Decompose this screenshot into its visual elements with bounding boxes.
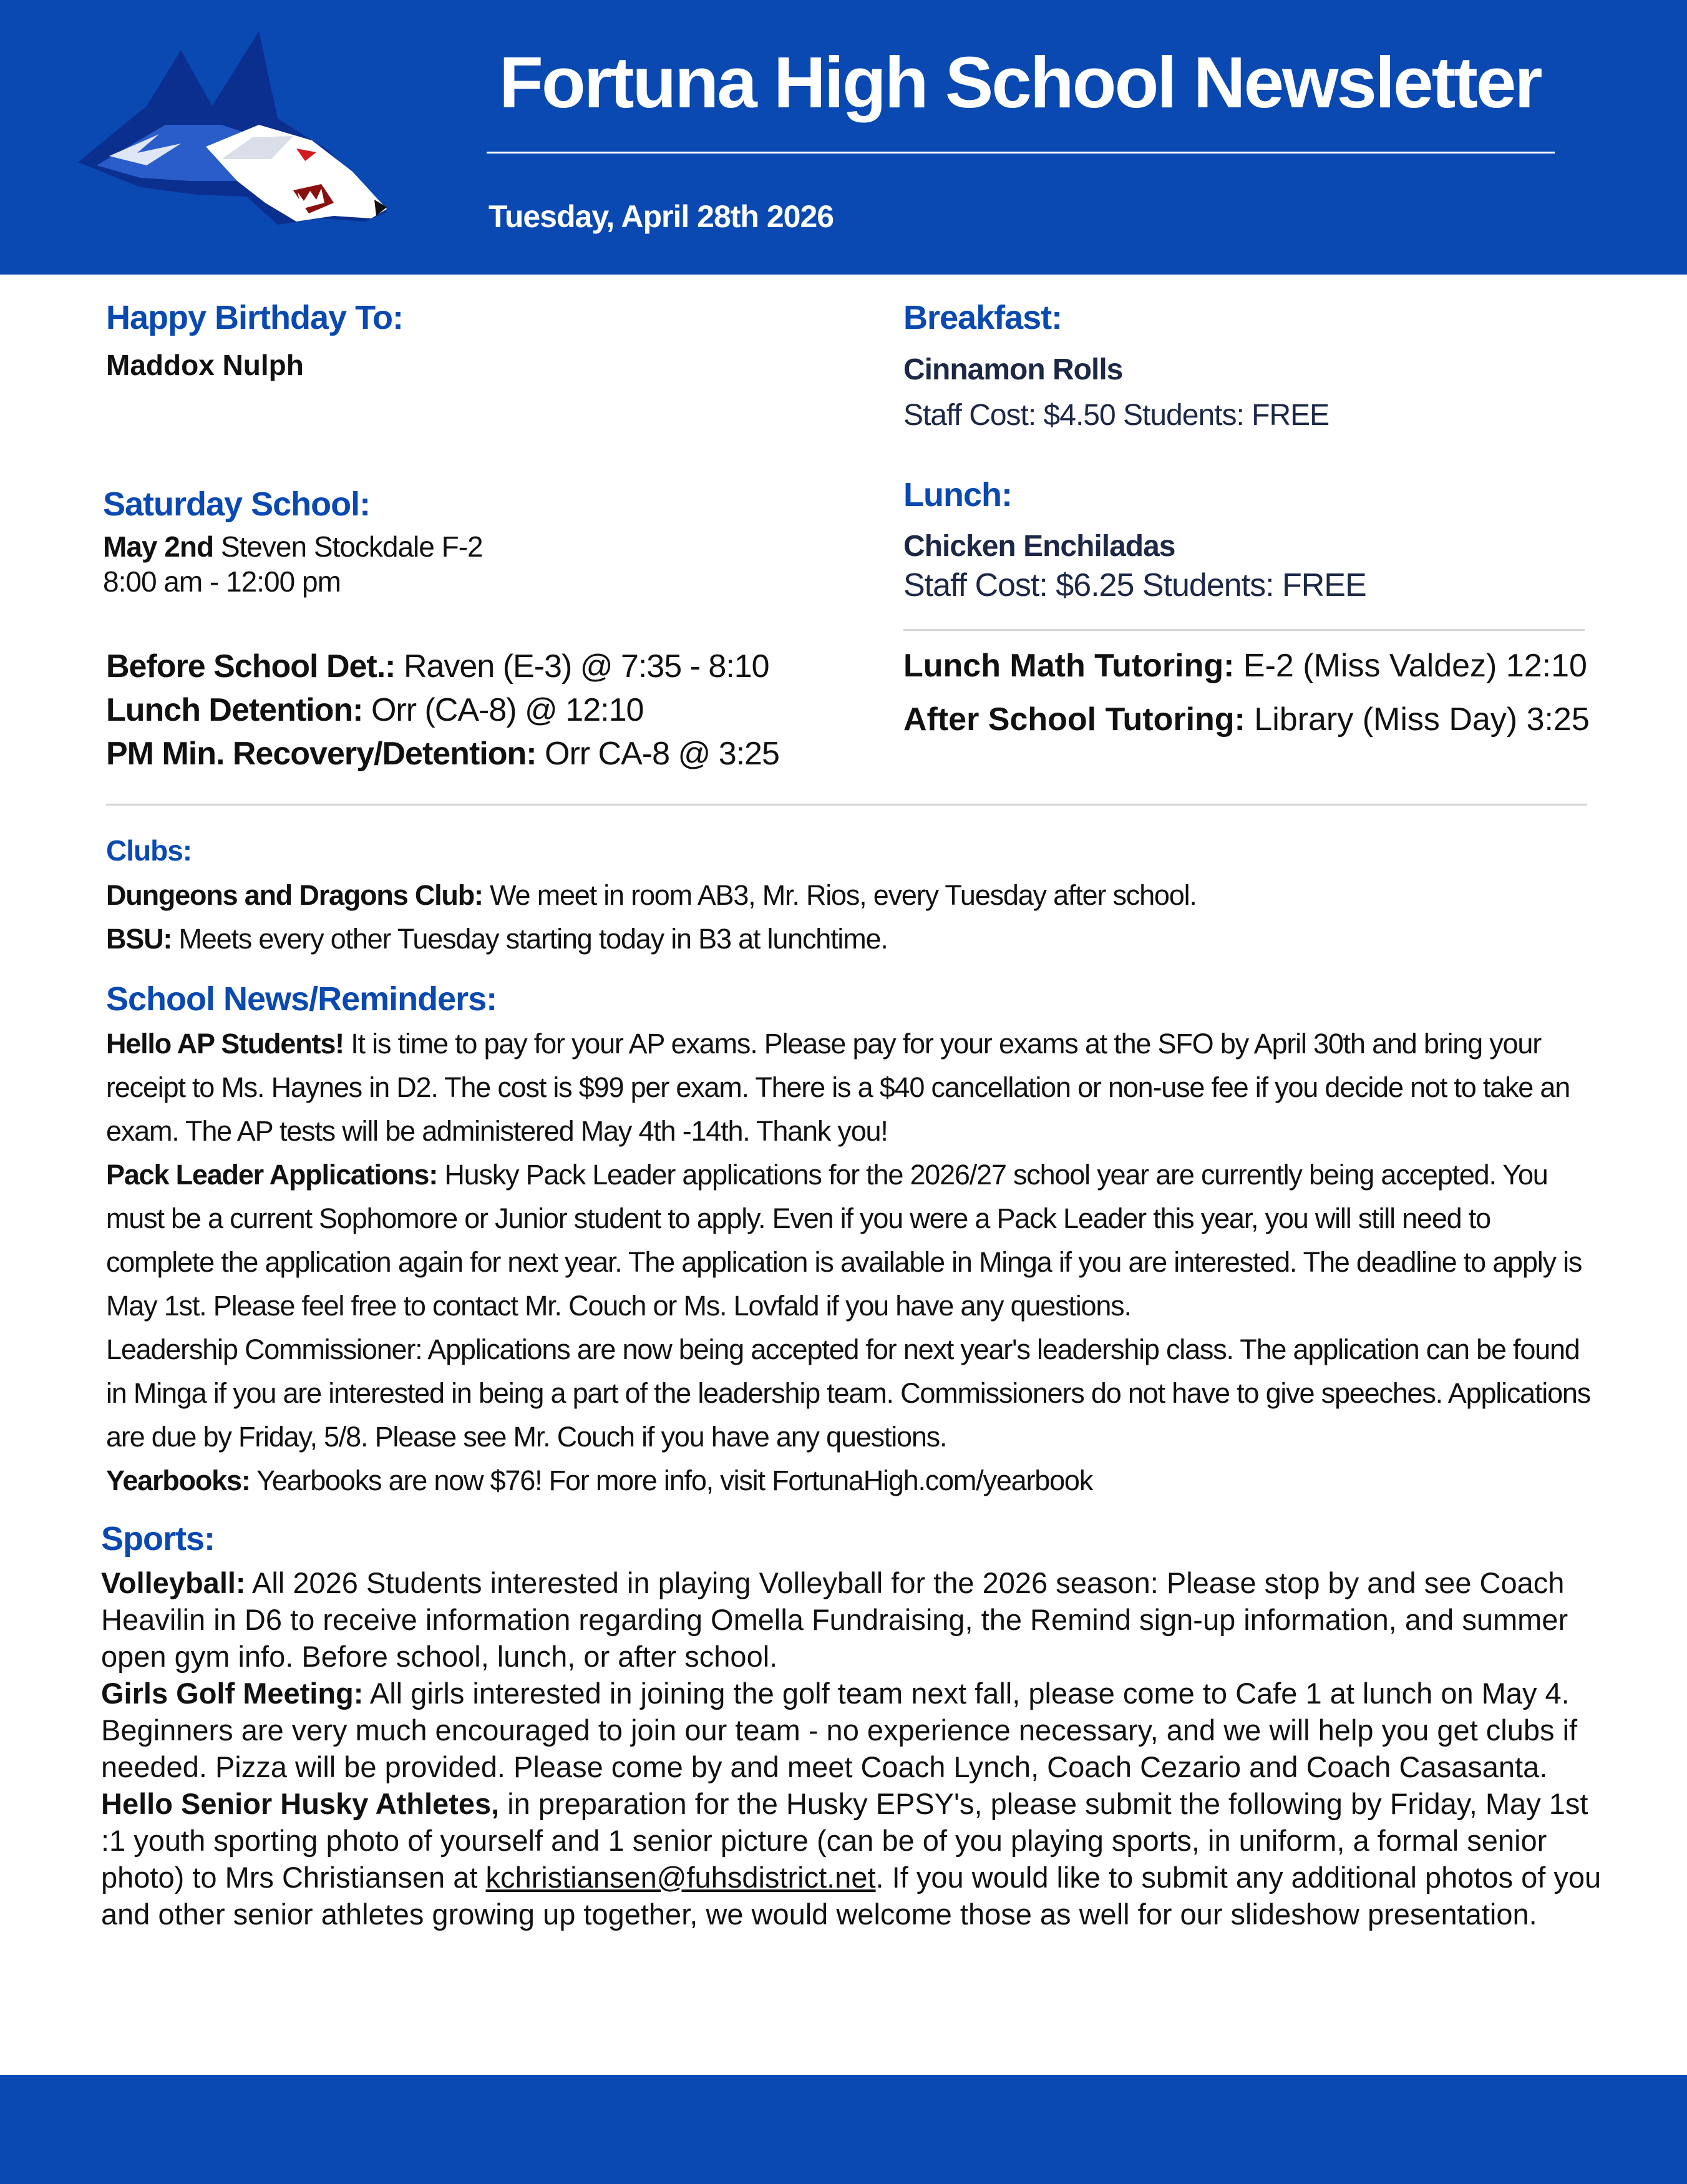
sports-label: Hello Senior Husky Athletes,: [101, 1787, 500, 1820]
sports-heading: Sports:: [101, 1520, 215, 1558]
news-label: Pack Leader Applications:: [106, 1159, 438, 1191]
news-label: Yearbooks:: [106, 1465, 250, 1496]
news-heading: School News/Reminders:: [106, 980, 497, 1018]
detention-value: Orr CA-8 @ 3:25: [536, 736, 779, 772]
detention-item: [106, 688, 779, 732]
saturday-school-date: May 2nd: [103, 530, 214, 563]
breakfast-cost: Staff Cost: $4.50 Students: FREE: [903, 399, 1330, 432]
news-text: Yearbooks are now $76! For more info, visit FortunaHigh.com/yearbook: [250, 1465, 1093, 1496]
birthday-name: Maddox Nulph: [106, 349, 304, 381]
news-item-pack-leader: [106, 1153, 1591, 1328]
detention-item: [106, 645, 779, 688]
tutoring-item: [903, 639, 1590, 693]
detention-list: [106, 645, 779, 776]
saturday-school-details: [103, 529, 483, 599]
tutoring-value: Library (Miss Day) 3:25: [1245, 701, 1590, 738]
tutoring-label: Lunch Math Tutoring:: [903, 648, 1235, 684]
club-text: Meets every other Tuesday starting today in B3 at lunchtime.: [172, 923, 888, 955]
sports-text: All 2026 Students interested in playing Volleyball for the 2026 season: Please stop by and see Coach Heavilin in D6 to receive information regarding Omella Fundraising, the Remind sign-up information, and summer open gym info. Before school, lunch, or after school.: [101, 1566, 1568, 1673]
detention-label: Lunch Detention:: [106, 692, 363, 728]
email-link[interactable]: kchristiansen@fuhsdistrict.net: [485, 1861, 876, 1894]
newsletter-date: Tuesday, April 28th 2026: [489, 199, 834, 234]
lunch-item: Chicken Enchiladas: [903, 530, 1175, 563]
news-item-yearbooks: [106, 1459, 1591, 1503]
right-divider: [903, 629, 1585, 631]
tutoring-list: [903, 639, 1590, 746]
tutoring-item: [903, 693, 1590, 746]
sports-label: Volleyball:: [101, 1566, 246, 1599]
news-text: Husky Pack Leader applications for the 2026/27 school year are currently being accepted. You must be a current Sophomore or Junior student to apply. Even if you were a Pack Leader this year, you will still need to complete the application again for next year. The application is available in Minga if you are interested. The deadline to apply is May 1st. Please feel free to contact Mr. Couch or Ms. Lovfald if you have any questions.: [106, 1159, 1582, 1322]
birthday-heading: Happy Birthday To:: [106, 299, 404, 336]
news-text: It is time to pay for your AP exams. Please pay for your exams at the SFO by April 30th and bring your receipt to Ms. Haynes in D2. The cost is $99 per exam. There is a $40 cancellation or non-use fee if you decide not to take an exam. The AP tests will be administered May 4th -14th. Thank you!: [106, 1028, 1570, 1147]
saturday-school-time: 8:00 am - 12:00 pm: [103, 565, 341, 598]
footer-banner: [0, 2075, 1687, 2184]
section-divider: [106, 804, 1587, 806]
detention-value: Orr (CA-8) @ 12:10: [362, 692, 644, 728]
club-item: [106, 917, 1603, 961]
sports-text: All girls interested in joining the golf team next fall, please come to Cafe 1 at lunch on May 4. Beginners are very much encouraged to join our team - no experience necessary, and we will help you get clubs if needed. Pizza will be provided. Please come by and meet Coach Lynch, Coach Cezario and Coach Casasanta.: [101, 1677, 1578, 1783]
club-item: [106, 874, 1603, 917]
sports-body: [101, 1564, 1611, 1933]
tutoring-value: E-2 (Miss Valdez) 12:10: [1234, 648, 1587, 684]
sports-text: . If you would like to submit any additional photos of you and other senior athletes growing up together, we would welcome those as well for our slideshow presentation.: [101, 1861, 1602, 1931]
title-divider: [487, 152, 1555, 154]
sports-text: in preparation for the Husky EPSY's, please submit the following by Friday, May 1st :1 youth sporting photo of yourself and 1 senior picture (can be of you playing sports, in uniform, a formal senior photo) to Mrs Christiansen at: [101, 1787, 1588, 1894]
news-body: [106, 1022, 1591, 1503]
sports-label: Girls Golf Meeting:: [101, 1677, 364, 1710]
news-label: Hello AP Students!: [106, 1028, 344, 1060]
saturday-school-heading: Saturday School:: [103, 485, 371, 523]
news-item-leadership: Leadership Commissioner: Applications are now being accepted for next year's leadership class. The application can be found in Minga if you are interested in being a part of the leadership team. Commissioners do not have to give speeches. Applications are due by Friday, 5/8. Please see Mr. Couch if you have any questions.: [106, 1333, 1591, 1453]
tutoring-label: After School Tutoring:: [903, 701, 1245, 738]
saturday-school-assignment: Steven Stockdale F-2: [213, 530, 483, 563]
page-title: Fortuna High School Newsletter: [499, 42, 1541, 123]
detention-item: [106, 732, 779, 776]
club-text: We meet in room AB3, Mr. Rios, every Tuesday after school.: [482, 879, 1197, 911]
clubs-heading: Clubs:: [106, 834, 192, 867]
news-item-ap: [106, 1022, 1591, 1153]
sports-item-seniors: [101, 1785, 1611, 1933]
sports-item-volleyball: [101, 1564, 1611, 1675]
clubs-list: [106, 874, 1603, 961]
breakfast-heading: Breakfast:: [903, 299, 1062, 336]
husky-mascot-icon: [72, 31, 396, 231]
breakfast-item: Cinnamon Rolls: [903, 353, 1123, 386]
club-name: Dungeons and Dragons Club:: [106, 879, 483, 911]
detention-value: Raven (E-3) @ 7:35 - 8:10: [395, 648, 769, 685]
lunch-cost: Staff Cost: $6.25 Students: FREE: [903, 567, 1366, 603]
sports-item-golf: [101, 1675, 1611, 1785]
detention-label: PM Min. Recovery/Detention:: [106, 736, 537, 772]
detention-label: Before School Det.:: [106, 648, 396, 685]
lunch-heading: Lunch:: [903, 476, 1012, 514]
club-name: BSU:: [106, 923, 172, 955]
